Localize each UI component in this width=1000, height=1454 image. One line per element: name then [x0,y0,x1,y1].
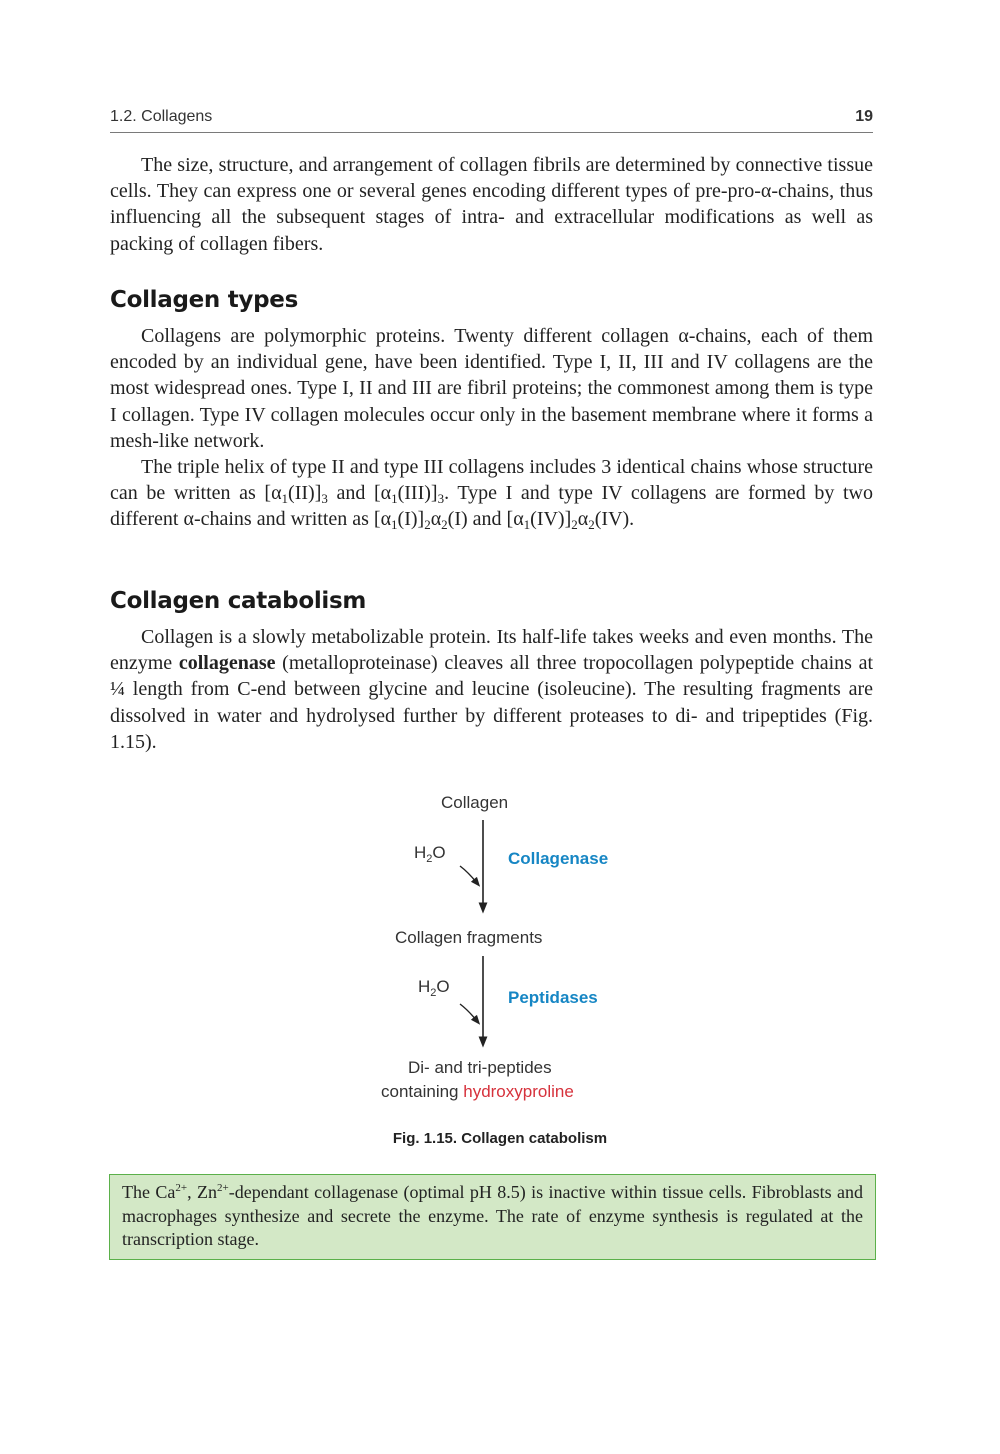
figure-caption: Fig. 1.15. Collagen catabolism [392,1130,608,1147]
collagen-catabolism-section [110,624,873,755]
figure-arrows [0,780,1000,1160]
page-number: 19 [855,108,873,125]
collagen-types-section [110,323,873,533]
intro-section [110,152,873,257]
running-head [110,108,873,133]
collagen-catabolism-paragraph: Collagen is a slowly metabolizable protein. Its half-life takes weeks and even months. The enzyme collagenase (metalloproteinase) cleaves all three tropocollagen polypeptide chains at ¼ length from C-end between glycine and leucine (isoleucine). The resulting fragments are dissolved in water and hydrolysed further by different proteases to di- and tripeptides (Fig. 1.15). [110,626,874,753]
water-input-arrow-2 [460,1004,477,1021]
water-input-arrow-1 [460,866,477,883]
heading-collagen-types: Collagen types [110,287,298,313]
water-label-1: $H_2O$ [414,843,446,865]
heading-collagen-catabolism: Collagen catabolism [110,588,367,614]
node-peptides-line1: Di- and tri-peptides [408,1058,552,1077]
collagenase-term: collagenase [178,652,276,675]
intro-paragraph: The size, structure, and arrangement of collagen fibrils are determined by connective tissue cells. They can express one or several genes encoding different types of pre-pro-α-chains, thus influencing all the subsequent stages of intra- and extracellular modifications as well as packing of collagen fibers. [110,154,873,255]
enzyme-collagenase: Collagenase [508,849,609,868]
enzyme-peptidases: Peptidases [508,988,598,1007]
section-title: 1.2. Collagens [110,108,213,125]
note-box: The $Ca^{2+}$, $Zn^{2+}$-dependant collagenase (optimal pH 8.5) is inactive within tissue cells. Fibroblasts and macrophages synthesize and secrete the enzyme. The rate of enzyme synthesis is regulated at the transcription stage. [109,1174,876,1260]
hydroxyproline-highlight: hydroxyproline [463,1082,574,1101]
collagen-types-paragraph-1: Collagens are polymorphic proteins. Twenty different collagen α-chains, each of them encoded by an individual gene, have been identified. Type I, II, III and IV collagens are the most widespread ones. Type I, II and III are fibril proteins; the commonest among them is type I collagen. Type IV collagen molecules occur only in the basement membrane where it forms a mesh-like network. [110,325,873,452]
figure-collagen-catabolism [0,780,1000,1160]
node-collagen-fragments: Collagen fragments [395,928,543,947]
collagen-types-paragraph-2: The triple helix of type II and type III collagens includes 3 identical chains whose structure can be written as $[\alpha_1(II)]_3$ and $[\alpha_1(III)]_3$. Type I and type IV collagens are formed by two different α-chains and written as $[\alpha_1(I)]_2\alpha_2(I)$ and $[\alpha_1(IV)]_2\alpha_2(IV)$. [110,456,873,533]
node-collagen: Collagen [441,793,509,812]
node-peptides-line2: containing hydroxyproline [381,1082,574,1101]
water-label-2: $H_2O$ [418,977,450,999]
